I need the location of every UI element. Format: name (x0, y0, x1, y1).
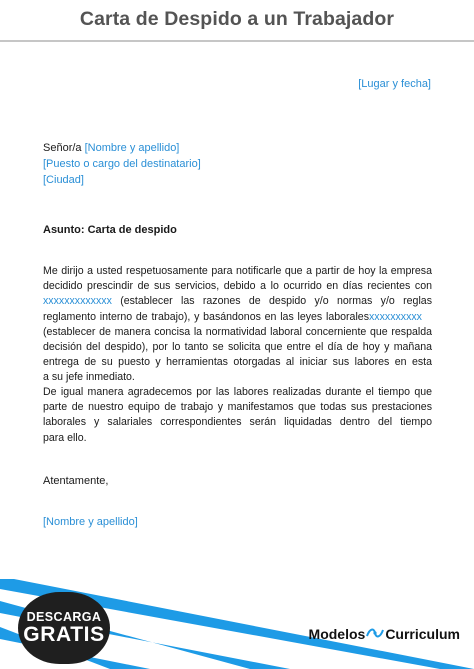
recipient-name-placeholder: [Nombre y apellido] (84, 142, 180, 154)
curl-swoosh-icon (366, 626, 384, 642)
badge-line-2: GRATIS (23, 623, 105, 646)
closing: Atentamente, (43, 475, 109, 487)
download-free-badge[interactable] (18, 592, 110, 664)
paragraph-2 (43, 385, 432, 446)
p1-line-3-text: (establecer las razones de despido y/o normas y/o reglas (120, 295, 432, 308)
place-date-placeholder: [Lugar y fecha] (358, 78, 431, 90)
p2-line-3: laborales y salariales correspondientes serán liquidadas dentro del tiempo (43, 416, 432, 429)
recipient-line (43, 141, 179, 156)
p1-line-4 (43, 310, 432, 325)
logo-text-right: Curriculum (385, 626, 460, 642)
p1-line-7: entrega de su puesto y herramientas otorgadas al iniciar sus labores en esta (43, 356, 432, 369)
signature-name-placeholder: [Nombre y apellido] (43, 516, 138, 528)
p1-line-1: Me dirijo a usted respetuosamente para notificarle que a partir de hoy la empresa (43, 265, 432, 277)
p1-line-3 (43, 294, 432, 309)
p1-line-2: decidido prescindir de sus servicios, debido a lo ocurrido en días recientes con (43, 280, 432, 293)
badge-line-1: DESCARGA (26, 610, 102, 624)
salutation-prefix: Señor/a (43, 142, 82, 154)
recipient-city-placeholder: [Ciudad] (43, 174, 84, 186)
p1-line-4-text: reglamento interno de trabajo), y basándonos en las leyes laborales (43, 310, 369, 323)
p1-line-8: a su jefe inmediato. (43, 371, 135, 384)
p2-line-4: para ello. (43, 431, 87, 444)
p1-line-5: (establecer de manera concisa la normatividad laboral concerniente que respalda (43, 325, 432, 338)
reason-placeholder: xxxxxxxxxxxxx (43, 295, 112, 308)
page-title: Carta de Despido a un Trabajador (79, 8, 395, 30)
subject-line: Asunto: Carta de despido (43, 224, 177, 236)
title-divider (0, 40, 474, 42)
recipient-position-placeholder: [Puesto o cargo del destinatario] (43, 158, 201, 170)
p2-line-2: parte de nuestro equipo de trabajo y manifestamos que todas sus prestaciones (43, 401, 432, 414)
paragraph-1 (43, 264, 432, 386)
p1-line-6: decisión del despido), por lo tanto se solicita que entre el día de hoy y mañana (43, 340, 432, 353)
laws-placeholder: xxxxxxxxxx (369, 310, 422, 323)
logo-text-left: Modelos (308, 626, 366, 642)
brand-logo (309, 626, 460, 642)
p2-line-1: De igual manera agradecemos por las labores realizadas durante el tiempo que (43, 386, 432, 398)
